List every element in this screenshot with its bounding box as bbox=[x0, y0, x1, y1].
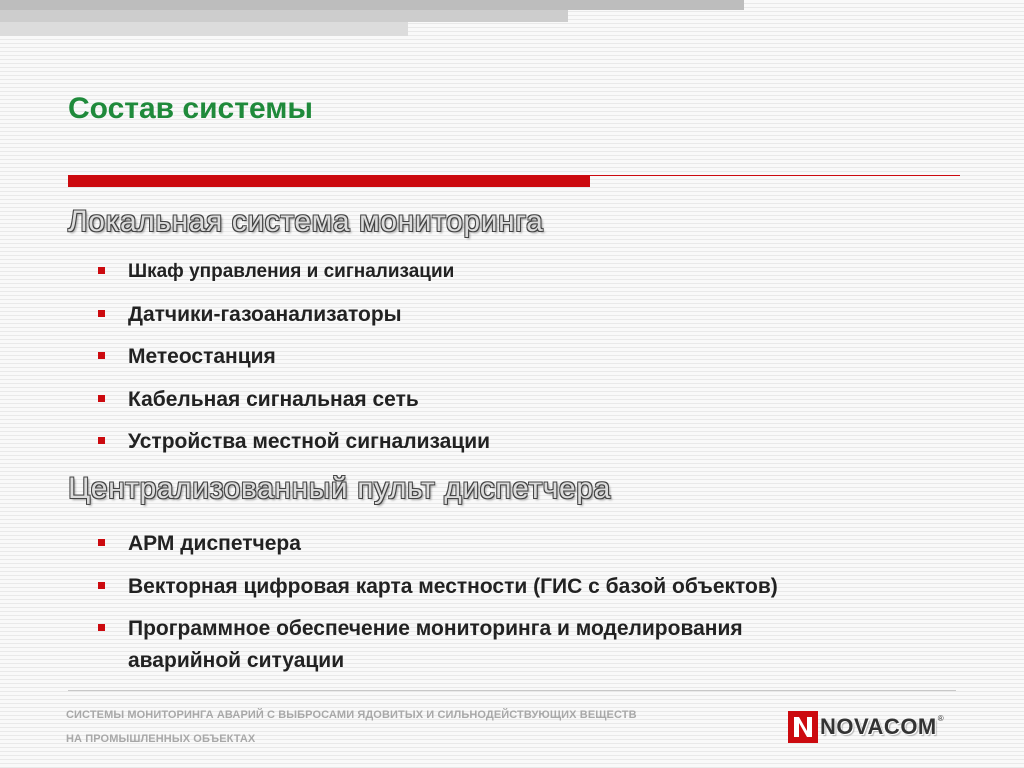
central-console-list bbox=[96, 528, 778, 688]
list-item bbox=[96, 426, 490, 458]
list-item bbox=[96, 341, 490, 373]
logo-wordmark: NOVACOM bbox=[820, 714, 937, 739]
list-item-text: Устройства местной сигнализации bbox=[128, 430, 491, 453]
logo-n-shape bbox=[792, 715, 814, 739]
list-item bbox=[96, 384, 490, 416]
bullet-square-icon bbox=[98, 310, 105, 317]
list-item bbox=[96, 613, 778, 645]
list-item bbox=[96, 528, 778, 560]
list-item-text: Программное обеспечение мониторинга и моделирования bbox=[128, 617, 743, 640]
bullet-square-icon bbox=[98, 624, 105, 631]
list-item-text: Метеостанция bbox=[128, 345, 276, 368]
bullet-square-icon bbox=[98, 437, 105, 444]
local-system-list bbox=[96, 256, 490, 469]
novacom-logo-icon bbox=[788, 711, 818, 743]
section-heading-local: Локальная система мониторинга bbox=[68, 205, 544, 238]
novacom-logo bbox=[788, 710, 954, 744]
list-item-text: Датчики-газоанализаторы bbox=[128, 302, 402, 326]
list-item-text: АРМ диспетчера bbox=[128, 532, 301, 555]
bullet-square-icon bbox=[98, 539, 105, 546]
slide-title: Состав системы bbox=[68, 92, 314, 125]
list-item-continuation bbox=[96, 645, 778, 677]
title-underline-line bbox=[590, 175, 960, 176]
header-stripe-top bbox=[0, 0, 744, 10]
list-item-text: Кабельная сигнальная сеть bbox=[128, 387, 419, 411]
header-stripe-middle bbox=[0, 10, 568, 22]
bullet-square-icon bbox=[98, 352, 105, 359]
list-item bbox=[96, 571, 778, 603]
header-stripe-bottom bbox=[0, 22, 408, 36]
list-item-text: Шкаф управления и сигнализации bbox=[128, 261, 455, 282]
footer-caption-line-1: СИСТЕМЫ МОНИТОРИНГА АВАРИЙ С ВЫБРОСАМИ ЯДОВИТЫХ И СИЛЬНОДЕЙСТВУЮЩИХ ВЕЩЕСТВ bbox=[66, 709, 637, 721]
registered-mark: ® bbox=[937, 713, 944, 723]
footer-divider bbox=[68, 690, 956, 691]
list-item bbox=[96, 256, 490, 288]
list-item-text: Векторная цифровая карта местности (ГИС с базой объектов) bbox=[128, 574, 778, 598]
footer-caption-line-2: НА ПРОМЫШЛЕННЫХ ОБЪЕКТАХ bbox=[66, 733, 256, 745]
bullet-square-icon bbox=[98, 582, 105, 589]
bullet-square-icon bbox=[98, 395, 105, 402]
bullet-square-icon bbox=[98, 267, 105, 274]
list-item-text: аварийной ситуации bbox=[128, 649, 345, 672]
title-underline-bar bbox=[68, 175, 590, 187]
section-heading-central: Централизованный пульт диспетчера bbox=[68, 472, 611, 505]
list-item bbox=[96, 299, 490, 331]
